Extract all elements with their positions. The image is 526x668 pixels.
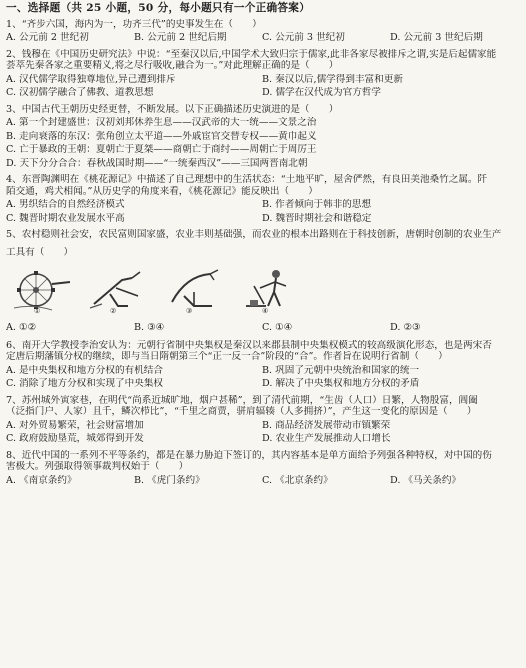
curved-plough-drawing bbox=[164, 266, 226, 314]
curved-plough-image bbox=[164, 266, 226, 314]
option-c[interactable]: C. 汉初儒学融合了佛教、道教思想 bbox=[6, 87, 154, 99]
question-3 bbox=[6, 104, 518, 172]
plough-image bbox=[88, 266, 150, 314]
option-c[interactable]: C. 消除了地方分权和实现了中央集权 bbox=[6, 378, 164, 390]
option-d[interactable]: D. 公元前 3 世纪后期 bbox=[390, 32, 483, 44]
farmer-image bbox=[240, 266, 302, 314]
question-stem: 4、东晋陶渊明在《桃花源记》中描述了自己理想中的生活状态：“土地平旷，屋舍俨然，有良田美池桑竹之属。阡 bbox=[6, 174, 488, 186]
question-4 bbox=[6, 174, 518, 226]
option-d[interactable]: D. 天下分分合合：春秋战国时期——“一统秦西汉”——三国两晋南北朝 bbox=[6, 157, 308, 169]
question-stem-cont: 陌交通，鸡犬相闻。”从历史学的角度来看，《桃花源记》能反映出（ ） bbox=[6, 185, 318, 197]
question-stem: 7、苏州城外寅家巷，在明代“尚系近城旷地，烟户甚稀”，到了清代前期，“生齿（人口）日繁，人物殷富，阊阖 bbox=[6, 394, 478, 406]
option-c[interactable]: C. 政府鼓励垦荒，城郊得到开发 bbox=[6, 433, 144, 445]
option-b[interactable]: B. ③④ bbox=[134, 322, 165, 334]
question-1 bbox=[6, 19, 518, 46]
option-b[interactable]: B. 商品经济发展带动市镇繁荣 bbox=[262, 419, 391, 431]
tool-number: ① bbox=[34, 306, 41, 315]
option-list bbox=[6, 365, 518, 392]
plough-drawing bbox=[88, 266, 150, 314]
question-stem-cont: 害极大。列强取得领事裁判权始于（ ） bbox=[6, 461, 189, 473]
option-list bbox=[6, 475, 518, 489]
option-list bbox=[6, 322, 518, 336]
option-c[interactable]: C. 《北京条约》 bbox=[262, 474, 333, 486]
option-list bbox=[6, 199, 518, 226]
option-b[interactable]: B. 走向衰落的东汉：张角创立太平道——外戚宦官交替专权——黄巾起义 bbox=[6, 130, 317, 142]
section-title: 一、选择题（共 25 小题，50 分，每小题只有一个正确答案） bbox=[6, 2, 311, 14]
question-stem-cont: 工具有（ ） bbox=[6, 246, 74, 258]
question-5 bbox=[6, 229, 518, 336]
question-stem: 3、中国古代王朝历史经更替，不断发展。以下正确描述历史演进的是（ ） bbox=[6, 103, 339, 115]
option-d[interactable]: D. 《马关条约》 bbox=[390, 474, 462, 486]
option-c[interactable]: C. ①④ bbox=[262, 322, 293, 334]
tool-number: ③ bbox=[186, 306, 193, 315]
option-list bbox=[6, 32, 518, 46]
question-6 bbox=[6, 340, 518, 392]
question-stem-cont: 荟萃先秦各家之重要精义,将之尽行吸收,融合为一。”对此理解正确的是（ ） bbox=[6, 60, 339, 72]
option-a[interactable]: A. 对外贸易繁荣，社会财富增加 bbox=[6, 419, 144, 431]
option-list bbox=[6, 74, 518, 101]
question-2 bbox=[6, 49, 518, 101]
tool-images bbox=[6, 258, 518, 314]
option-list bbox=[6, 117, 518, 171]
option-a[interactable]: A. 第一个封建盛世：汉初刘邦休养生息——汉武帝的大一统——文景之治 bbox=[6, 117, 317, 129]
tool-number: ④ bbox=[262, 306, 269, 315]
option-a[interactable]: A. 《南京条约》 bbox=[6, 474, 77, 486]
option-a[interactable]: A. 男织结合的自然经济模式 bbox=[6, 199, 125, 211]
option-b[interactable]: B. 作者倾向于韩非的思想 bbox=[262, 199, 372, 211]
option-d[interactable]: D. 农业生产发展推动人口增长 bbox=[262, 433, 391, 445]
question-stem-cont: （泛指门户、人家）且千，鳞次栉比”，“千里之商贾，骈肩辐辏（人多拥挤）”，产生这一变化的原因是（ ） bbox=[6, 406, 477, 418]
option-a[interactable]: A. 是中央集权和地方分权的有机结合 bbox=[6, 364, 163, 376]
question-stem: 5、农村稳则社会安，农民富则国家盛，农业丰则基础强，而农业的根本出路则在于科技创新，唐朝时创制的农业生产 bbox=[6, 229, 502, 241]
question-stem-cont: 定唐后期藩镇分权的继续，即与当日隋朝第三个“正一反一合”阶段的“合”。作者旨在说明行省制（ ） bbox=[6, 351, 448, 363]
waterwheel-drawing bbox=[12, 266, 74, 314]
question-stem: 2、钱穆在《中国历史研究法》中说：“至秦汉以后,中国学术大致归宗于儒家,此非各家尽被排斥之谓,实是后起儒家能 bbox=[6, 48, 497, 60]
option-c[interactable]: C. 公元前 3 世纪初 bbox=[262, 32, 345, 44]
question-8 bbox=[6, 450, 518, 489]
option-d[interactable]: D. 解决了中央集权和地方分权的矛盾 bbox=[262, 378, 420, 390]
option-d[interactable]: D. 魏晋时期社会和谐稳定 bbox=[262, 212, 372, 224]
option-b[interactable]: B. 秦汉以后,儒学得到丰富和更新 bbox=[262, 73, 403, 85]
option-b[interactable]: B. 《虎门条约》 bbox=[134, 474, 205, 486]
tool-number: ② bbox=[110, 306, 117, 315]
option-a[interactable]: A. ①② bbox=[6, 322, 37, 334]
question-7 bbox=[6, 395, 518, 447]
option-b[interactable]: B. 公元前 2 世纪后期 bbox=[134, 32, 227, 44]
option-c[interactable]: C. 亡于暴政的王朝：夏朝亡于夏桀——商朝亡于商纣——周朝亡于周厉王 bbox=[6, 144, 317, 156]
option-a[interactable]: A. 公元前 2 世纪初 bbox=[6, 32, 89, 44]
option-d[interactable]: D. 儒学在汉代成为官方哲学 bbox=[262, 87, 381, 99]
waterwheel-image bbox=[12, 266, 74, 314]
option-c[interactable]: C. 魏晋时期农业发展水平高 bbox=[6, 212, 125, 224]
question-stem: 6、南开大学教授李治安认为：元朝行省制中央集权是秦汉以来郡县制中央集权模式的较高级演化形态，也是两宋否 bbox=[6, 339, 492, 351]
option-b[interactable]: B. 巩固了元朝中央统治和国家的统一 bbox=[262, 364, 420, 376]
option-list bbox=[6, 420, 518, 447]
option-d[interactable]: D. ②③ bbox=[390, 322, 421, 334]
question-stem: 1、“齐步六国，海内为一，功齐三代”的史事发生在（ ） bbox=[6, 18, 262, 30]
farmer-drawing bbox=[240, 266, 302, 314]
option-a[interactable]: A. 汉代儒学取得独尊地位,异己遭到排斥 bbox=[6, 73, 176, 85]
question-stem: 8、近代中国的一系列不平等条约，都是在暴力胁迫下签订的，其内容基本是单方面给予列强各种特权，对中国的伤 bbox=[6, 449, 492, 461]
